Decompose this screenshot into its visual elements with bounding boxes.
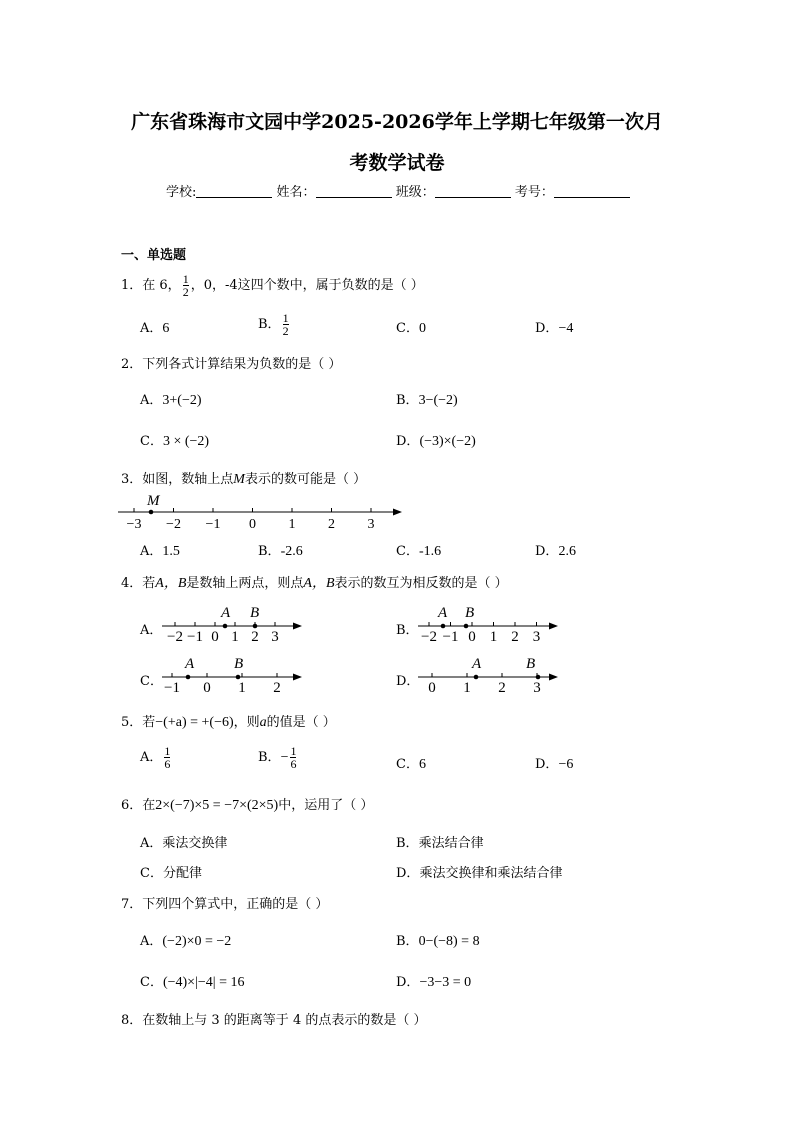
option-label: C． — [140, 434, 163, 449]
tick-label: 2 — [251, 629, 259, 644]
option-label: C． — [140, 674, 163, 689]
q1-option-c[interactable] — [396, 317, 426, 337]
q4-points: A，B — [155, 576, 187, 591]
option-label: B． — [396, 393, 419, 408]
frac-den: 6 — [290, 757, 297, 771]
tick-label: −3 — [126, 517, 142, 532]
option-text: −6 — [558, 757, 574, 772]
exam-title-line1: 广东省珠海市文园中学2025-2026学年上学期七年级第一次月 — [131, 111, 663, 133]
option-label: A． — [140, 321, 163, 336]
point-a-dot — [223, 624, 228, 629]
frac-num: 1 — [290, 744, 297, 758]
option-label: B． — [396, 623, 419, 638]
q4-b-number-line — [416, 602, 561, 644]
q1-frac-den: 2 — [182, 285, 189, 299]
school-label: 学校: — [166, 185, 197, 200]
point-b-dot — [253, 624, 258, 629]
option-text: (−4)×|−4| = 16 — [162, 975, 245, 990]
option-sign: − — [280, 750, 289, 765]
point-m-label: M — [147, 493, 160, 509]
option-label: D． — [396, 975, 420, 990]
q1-option-a[interactable] — [140, 317, 169, 337]
tick-label: 1 — [463, 680, 471, 695]
option-label: B． — [396, 836, 419, 851]
q5-variable: a — [259, 715, 267, 730]
q5-option-c[interactable] — [396, 753, 426, 773]
q3-option-d[interactable] — [535, 540, 576, 560]
q3-option-b[interactable] — [258, 540, 303, 560]
option-label: C． — [140, 866, 163, 881]
q4-stem-pre: 4．若 — [121, 576, 156, 591]
name-blank — [316, 184, 392, 198]
option-label: A． — [140, 623, 163, 638]
q4-b-ticks — [421, 622, 540, 644]
tick-label: −2 — [166, 517, 181, 532]
tick-label: 0 — [203, 680, 211, 695]
option-label: D． — [396, 866, 420, 881]
name-label: 姓名： — [276, 185, 316, 200]
q7-option-a[interactable] — [140, 930, 231, 950]
option-label: B． — [258, 544, 281, 559]
q5-option-b[interactable] — [258, 745, 298, 770]
question-5 — [121, 711, 336, 731]
point-b-label: B — [234, 656, 244, 672]
tick-label: −1 — [205, 517, 221, 532]
option-label: A． — [140, 393, 163, 408]
exam-title-line2: 考数学试卷 — [349, 152, 445, 174]
q4-a-number-line — [160, 602, 305, 644]
tick-label: −2 — [167, 629, 183, 644]
question-2: 2．下列各式计算结果为负数的是（ ） — [121, 357, 342, 372]
option-label: D． — [535, 757, 559, 772]
q3-number-line — [116, 490, 408, 534]
tick-label: −1 — [164, 680, 180, 695]
q4-stem-post: 表示的数互为相反数的是（ ） — [334, 576, 508, 591]
tick-label: 3 — [533, 680, 541, 695]
tick-label: 1 — [231, 629, 239, 644]
q5-option-a[interactable] — [140, 745, 172, 770]
class-label: 班级： — [395, 185, 435, 200]
axis-arrow — [393, 509, 402, 516]
point-b-label: B — [250, 605, 260, 621]
point-m-dot — [149, 510, 154, 515]
q5-stem-mid: ，则 — [233, 715, 260, 730]
q4-points-2: A，B — [303, 576, 335, 591]
option-label: A． — [140, 544, 163, 559]
tick-label: 0 — [211, 629, 219, 644]
q5-expression: −(+a) = +(−6) — [155, 715, 234, 730]
q5-a-fraction — [164, 745, 170, 770]
option-text: 3 × (−2) — [162, 434, 210, 449]
q6-stem-pre: 6．在 — [121, 798, 156, 813]
tick-label: 3 — [367, 517, 375, 532]
q7-option-b[interactable] — [396, 930, 480, 950]
point-b-dot — [236, 675, 241, 680]
option-label: B． — [258, 317, 281, 332]
q6-option-c[interactable] — [140, 862, 202, 881]
option-text: 1.5 — [162, 544, 180, 559]
q3-option-a[interactable] — [140, 540, 180, 560]
option-text: 乘法交换律和乘法结合律 — [419, 866, 563, 881]
option-label: D． — [396, 434, 420, 449]
q4-stem-mid: 是数轴上两点，则点 — [186, 576, 304, 591]
option-label: B． — [258, 750, 281, 765]
q6-option-a[interactable] — [140, 832, 227, 851]
tick-label: −2 — [421, 629, 437, 644]
q2-option-c[interactable] — [140, 430, 209, 450]
q5-option-d[interactable] — [535, 753, 573, 773]
q4-c-number-line — [160, 653, 305, 695]
exam-no-blank — [554, 184, 630, 198]
q1-b-fraction — [283, 312, 289, 337]
option-text: (−2)×0 = −2 — [162, 934, 232, 949]
frac-num: 1 — [282, 311, 289, 325]
option-text: 3−(−2) — [418, 393, 458, 408]
q5-b-fraction — [290, 745, 296, 770]
option-text: -1.6 — [418, 544, 442, 559]
question-4 — [121, 572, 508, 592]
q7-option-c[interactable] — [140, 971, 244, 991]
question-7: 7．下列四个算式中，正确的是（ ） — [121, 897, 329, 912]
point-b-dot — [536, 675, 541, 680]
q1-frac-num: 1 — [182, 272, 189, 286]
option-label: C． — [396, 544, 419, 559]
question-3 — [121, 468, 366, 488]
tick-label: 2 — [511, 629, 519, 644]
tick-label: −1 — [442, 629, 459, 644]
option-label: A． — [140, 934, 163, 949]
option-text: 乘法交换律 — [162, 836, 228, 851]
point-b-label: B — [526, 656, 536, 672]
q2-option-d[interactable] — [396, 430, 476, 450]
tick-label: 2 — [273, 680, 281, 695]
tick-label: 1 — [238, 680, 246, 695]
tick-label: 2 — [328, 517, 335, 532]
q3-stem-post: 表示的数可能是（ ） — [244, 472, 367, 487]
option-text: 分配律 — [162, 866, 202, 881]
point-a-label: A — [438, 605, 448, 621]
option-label: C． — [140, 975, 163, 990]
q3-point: M — [233, 472, 245, 487]
point-a-label: A — [472, 656, 482, 672]
option-label: D． — [535, 321, 559, 336]
point-a-dot — [186, 675, 191, 680]
option-text: 0 — [418, 321, 426, 336]
point-b-label: B — [465, 605, 475, 621]
info-line — [166, 181, 630, 200]
option-label: B． — [396, 934, 419, 949]
q4-d-number-line — [416, 653, 561, 695]
option-text: -2.6 — [280, 544, 303, 559]
option-text: 3+(−2) — [162, 393, 202, 408]
tick-label: 1 — [288, 517, 296, 532]
option-label: D． — [396, 674, 420, 689]
frac-num: 1 — [164, 744, 171, 758]
tick-label: 2 — [498, 680, 506, 695]
point-b-dot — [464, 624, 469, 629]
point-a-label: A — [221, 605, 231, 621]
point-a-dot — [474, 675, 479, 680]
frac-den: 2 — [282, 324, 289, 338]
tick-label: −1 — [187, 629, 203, 644]
point-a-dot — [441, 624, 446, 629]
q6-option-b[interactable] — [396, 832, 484, 851]
q2-option-a[interactable] — [140, 389, 202, 409]
option-text: −4 — [558, 321, 574, 336]
option-text: 6 — [418, 757, 426, 772]
option-label: D． — [535, 544, 559, 559]
option-text: −3−3 = 0 — [419, 975, 472, 990]
q5-stem-pre: 5．若 — [121, 715, 156, 730]
q4-c-ticks — [164, 673, 281, 695]
question-8: 8．在数轴上与 3 的距离等于 4 的点表示的数是（ ） — [121, 1013, 427, 1028]
option-label: A． — [140, 836, 163, 851]
exam-no-label: 考号： — [514, 185, 554, 200]
school-blank — [196, 184, 272, 198]
question-6 — [121, 794, 373, 814]
q3-option-c[interactable] — [396, 540, 441, 560]
q1-fraction — [183, 273, 189, 298]
option-label: C． — [396, 321, 419, 336]
option-label: C． — [396, 757, 419, 772]
q6-expression: 2×(−7)×5 = −7×(2×5) — [155, 798, 279, 813]
tick-label: 3 — [271, 629, 279, 644]
q1-prefix: 1．在 6， — [121, 278, 181, 293]
q3-stem-pre: 3．如图，数轴上点 — [121, 472, 234, 487]
q5-stem-post: 的值是（ ） — [266, 715, 336, 730]
question-1 — [121, 273, 424, 298]
tick-label: 0 — [468, 629, 476, 644]
option-text: 0−(−8) = 8 — [418, 934, 480, 949]
option-text: (−3)×(−2) — [419, 434, 476, 449]
option-text: 乘法结合律 — [418, 836, 484, 851]
q6-option-d[interactable] — [396, 862, 562, 881]
option-label: A． — [140, 750, 163, 765]
tick-label: 1 — [489, 629, 498, 644]
q2-option-b[interactable] — [396, 389, 458, 409]
point-a-label: A — [185, 656, 195, 672]
q1-option-b[interactable] — [258, 312, 291, 337]
tick-label: 0 — [249, 517, 256, 532]
tick-label: 3 — [532, 629, 541, 644]
q7-option-d[interactable] — [396, 971, 471, 991]
q4-d-ticks — [428, 673, 541, 695]
frac-den: 6 — [164, 757, 171, 771]
option-text: 2.6 — [558, 544, 576, 559]
q1-suffix: ，0，-4这四个数中，属于负数的是（ ） — [190, 278, 424, 293]
class-blank — [435, 184, 511, 198]
tick-label: 0 — [428, 680, 436, 695]
section-title: 一、单选题 — [121, 248, 187, 263]
q1-option-d[interactable] — [535, 317, 573, 337]
q6-stem-post: 中，运用了（ ） — [278, 798, 374, 813]
option-text: 6 — [162, 321, 170, 336]
